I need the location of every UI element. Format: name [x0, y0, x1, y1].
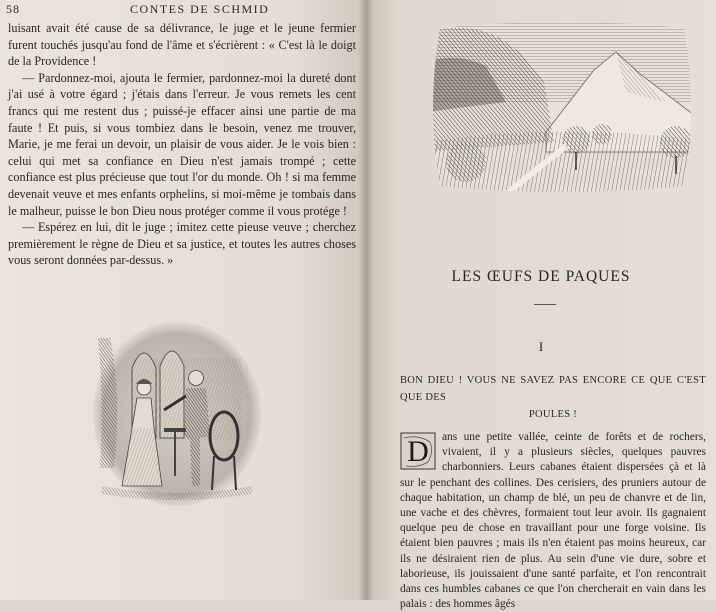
epigraph-line-2: POULES !: [528, 409, 578, 420]
engraving-couple-illustration: [92, 318, 262, 506]
epigraph: [400, 372, 706, 423]
title-divider: [534, 304, 556, 305]
paragraph-continued: luisant avait été cause de sa délivrance, le juge et le jeune fermier furent touchés jusqu'au fond de l'âme et s'écrièrent : « C'est là le doigt de la Providence !: [8, 21, 356, 69]
right-page: [366, 0, 716, 611]
page-number: 58: [6, 2, 20, 16]
epigraph-line-1: BON DIEU ! VOUS NE SAVEZ PAS ENCORE CE QUE C'EST QUE DES: [400, 375, 706, 403]
running-head: CONTES DE SCHMID: [130, 2, 270, 16]
left-page-header: [6, 2, 356, 20]
engraving-mountain-valley-illustration: [426, 22, 698, 194]
left-page-text: [8, 20, 356, 269]
story-body-paragraph: ans une petite vallée, ceinte de forêts et de rochers, vivaient, il y a plusieurs siècles, quelques pauvres charbonniers. Leurs cabanes étaient dispersées çà et là sur le penchant des collines. Des cerisiers, des pruniers autour de chaque habitation, un champ de blé, un peu de chanvre et de lin, une vache et des chèvres, formaient tout leur avoir. Ils gagnaient quelque peu de chose en travaillant pour une forge voisine. Ils étaient bien pauvres ; mais ils n'en étaient pas moins heureux, car ils ne désiraient rien de plus. Au sein d'une vie dure, sobre et laborieuse, ils jouissaient d'une santé parfaite, et l'on rencontrait dans ces humbles cabanes ce que l'on chercherait en vain dans les palais : des hommes âgés: [400, 431, 706, 611]
book-gutter-shadow: [358, 0, 374, 600]
story-body-text: [400, 430, 706, 612]
drop-cap-ornament: [400, 432, 436, 470]
paragraph-judge-speech: — Espérez en lui, dit le juge ; imitez cette pieuse veuve ; cherchez premièrement le règne de Dieu et sa justice, et toutes les autres choses vous seront données par-dessus. »: [8, 220, 356, 268]
story-title: LES ŒUFS DE PAQUES: [451, 268, 631, 285]
paragraph-farmer-speech: — Pardonnez-moi, ajouta le fermier, pardonnez-moi la dureté dont j'ai usé à votre égard ; j'étais dans l'erreur. Je vous remets les cent francs qui me restent dus ; puissé-je effacer ainsi une partie de ma faute ! Et puis, si vous tombiez dans le besoin, venez me trouver, Marie, je me ferai un devoir, un plaisir de vous aider. Je le vois bien : celui qui met sa confiance en Dieu n'est jamais trompé ; cette confiance est plus précieuse que tout l'or du monde. Oh ! si ma femme devenait veuve et mes enfants orphelins, si moi-même je tombais dans le malheur, puisse le bon Dieu nous protéger comme il vous protége !: [8, 70, 356, 218]
drop-cap-letter: D: [407, 435, 429, 468]
chapter-numeral: I: [538, 339, 544, 354]
